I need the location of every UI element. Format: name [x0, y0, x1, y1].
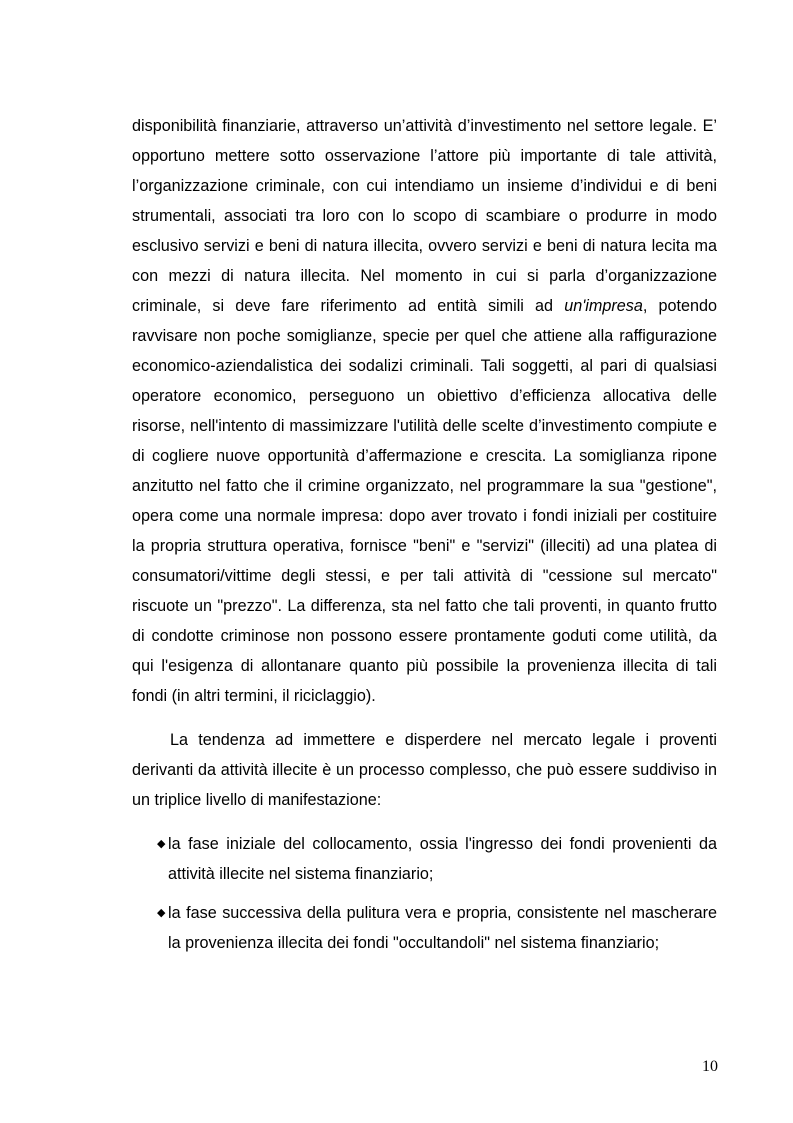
paragraph-1-italic-term: un'impresa: [564, 297, 643, 315]
page-number: 10: [702, 1058, 718, 1075]
body-paragraph-2: La tendenza ad immettere e disperdere nel mercato legale i proventi derivanti da attività illecite è un processo complesso, che può essere suddiviso in un triplice livello di manifestazione:: [132, 731, 717, 809]
body-paragraph-1: [132, 111, 717, 711]
list-item: [132, 898, 717, 958]
paragraph-1-text-start: disponibilità finanziarie, attraverso un’attività d’investimento nel settore legale. E’ opportuno mettere sotto osservazione l’attore più importante di tale attività, l’organizzazione criminale, con cui intendiamo un insieme d’individui e di beni strumentali, associati tra loro con lo scopo di scambiare o produrre in modo esclusivo servizi e beni di natura illecita, ovvero servizi e beni di natura lecita ma con mezzi di natura illecita. Nel momento in cui si parla d’organizzazione criminale, si deve fare riferimento ad entità simili ad: [132, 117, 717, 315]
diamond-bullet-icon: ◆: [157, 837, 166, 850]
list-item-text: la fase iniziale del collocamento, ossia l'ingresso dei fondi provenienti da attività illecite nel sistema finanziario;: [168, 835, 717, 883]
phase-list: [132, 829, 717, 958]
list-item-text: la fase successiva della pulitura vera e propria, consistente nel mascherare la provenienza illecita dei fondi "occultandoli" nel sistema finanziario;: [168, 904, 717, 952]
paragraph-1-text-end: , potendo ravvisare non poche somiglianze, specie per quel che attiene alla raffigurazione economico-aziendalistica dei sodalizi criminali. Tali soggetti, al pari di qualsiasi operatore economico, perseguono un obiettivo d’efficienza allocativa delle risorse, nell'intento di massimizzare l'utilità delle scelte d’investimento compiute e di cogliere nuove opportunità d’affermazione e crescita. La somiglianza ripone anzitutto nel fatto che il crimine organizzato, nel programmare la sua "gestione", opera come una normale impresa: dopo aver trovato i fondi iniziali per costituire la propria struttura operativa, fornisce "beni" e "servizi" (illeciti) ad una platea di consumatori/vittime degli stessi, e per tali attività di "cessione sul mercato" riscuote un "prezzo". La differenza, sta nel fatto che tali proventi, in quanto frutto di condotte criminose non possono essere prontamente goduti come utilità, da qui l'esigenza di allontanare quanto più possibile la provenienza illecita di tali fondi (in altri termini, il riciclaggio).: [132, 297, 718, 705]
list-item: [132, 829, 717, 889]
diamond-bullet-icon: ◆: [157, 906, 166, 919]
page-body: [132, 111, 717, 967]
